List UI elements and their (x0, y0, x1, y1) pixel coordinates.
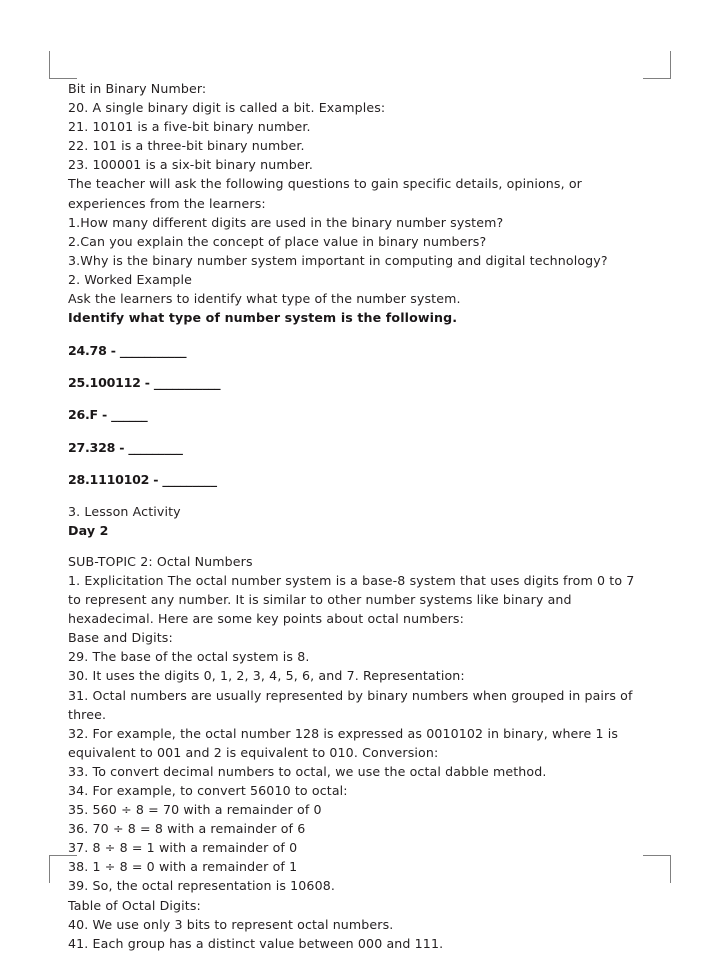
question-item: 2.Can you explain the concept of place value in binary numbers? (68, 233, 487, 249)
octal-item: 34. For example, to convert 56010 to octal: (68, 783, 348, 798)
exercise-item: 24.78 - ___________ (68, 343, 187, 359)
subtopic-heading: SUB-TOPIC 2: Octal Numbers (68, 553, 253, 569)
octal-item: 35. 560 ÷ 8 = 70 with a remainder of 0 (68, 802, 322, 818)
octal-item: 33. To convert decimal numbers to octal, we use the octal dabble method. (68, 763, 547, 779)
bit-heading: Bit in Binary Number: (68, 81, 207, 96)
worked-example-instruction: Ask the learners to identify what type of the number system. (68, 291, 461, 307)
table-item: 41. Each group has a distinct value between 000 and 111. (68, 935, 444, 951)
explicitation-paragraph: 1. Explicitation The octal number system is a base-8 system that uses digits from 0 to 7 to represent any number. It is similar to other number systems like binary and hexadecimal. Here are some key points about octal numbers: (68, 572, 635, 627)
octal-item: 29. The base of the octal system is 8. (68, 649, 310, 665)
bit-item: 21. 10101 is a five-bit binary number. (68, 119, 311, 135)
identify-prompt: Identify what type of number system is the following. (68, 310, 458, 326)
crop-mark-top-left (49, 51, 77, 79)
crop-mark-top-right (643, 51, 671, 79)
exercise-item: 26.F - ______ (68, 407, 148, 423)
document-body (68, 79, 638, 953)
teacher-questions-intro: The teacher will ask the following questions to gain specific details, opinions, or experiences from the learners: (68, 176, 582, 211)
bit-item: 20. A single binary digit is called a bit. Examples: (68, 100, 386, 116)
octal-item: 30. It uses the digits 0, 1, 2, 3, 4, 5, 6, and 7. Representation: (68, 668, 465, 684)
table-item: 40. We use only 3 bits to represent octal numbers. (68, 916, 394, 932)
octal-item: 32. For example, the octal number 128 is expressed as 0010102 in binary, where 1 is equivalent to 001 and 2 is equivalent to 010. Conversion: (68, 725, 619, 760)
worked-example-heading: 2. Worked Example (68, 271, 192, 287)
lesson-activity-heading: 3. Lesson Activity (68, 503, 181, 519)
table-of-octal-digits-heading: Table of Octal Digits: (68, 897, 201, 913)
octal-item: 31. Octal numbers are usually represented by binary numbers when grouped in pairs of three. (68, 687, 633, 722)
exercise-item: 25.100112 - ___________ (68, 375, 221, 391)
exercise-item: 27.328 - _________ (68, 439, 183, 455)
octal-item: 39. So, the octal representation is 10608. (68, 878, 335, 894)
octal-item: 36. 70 ÷ 8 = 8 with a remainder of 6 (68, 821, 306, 837)
bit-item: 23. 100001 is a six-bit binary number. (68, 157, 313, 173)
octal-item: 37. 8 ÷ 8 = 1 with a remainder of 0 (68, 840, 298, 856)
crop-mark-bottom-right (643, 855, 671, 883)
base-digits-heading: Base and Digits: (68, 630, 173, 646)
bit-item: 22. 101 is a three-bit binary number. (68, 138, 305, 154)
question-item: 3.Why is the binary number system important in computing and digital technology? (68, 252, 608, 268)
exercise-item: 28.1110102 - _________ (68, 471, 217, 487)
day-label: Day 2 (68, 522, 109, 538)
question-item: 1.How many different digits are used in the binary number system? (68, 214, 504, 230)
octal-item: 38. 1 ÷ 8 = 0 with a remainder of 1 (68, 859, 298, 875)
